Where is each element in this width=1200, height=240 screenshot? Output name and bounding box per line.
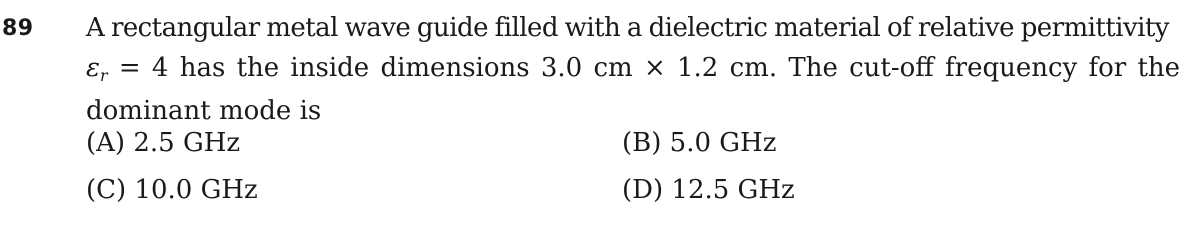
- option-c-text: 10.0 GHz: [134, 175, 258, 205]
- option-d[interactable]: [622, 170, 795, 210]
- option-a[interactable]: [86, 123, 240, 163]
- question-line-3: dominant mode is: [86, 96, 322, 126]
- permittivity-symbol: ε: [86, 53, 100, 83]
- question-line-2-text: = 4 has the inside dimensions 3.0 cm × 1.2 cm. The cut-off frequency for the: [107, 53, 1181, 83]
- option-a-text: 2.5 GHz: [133, 128, 241, 158]
- option-d-text: 12.5 GHz: [671, 175, 795, 205]
- option-b-label: (B): [622, 128, 662, 158]
- question-line-1: A rectangular metal wave guide filled with a dielectric material of relative permittivity: [86, 13, 1169, 43]
- question-number: 89: [2, 16, 34, 41]
- permittivity-subscript: r: [99, 66, 108, 85]
- question-stem: [86, 8, 1181, 131]
- option-b-text: 5.0 GHz: [669, 128, 777, 158]
- option-d-label: (D): [622, 175, 664, 205]
- option-c-label: (C): [86, 175, 127, 205]
- question-line-2: [86, 48, 1181, 91]
- option-a-label: (A): [86, 128, 126, 158]
- option-c[interactable]: [86, 170, 258, 210]
- option-b[interactable]: [622, 123, 776, 163]
